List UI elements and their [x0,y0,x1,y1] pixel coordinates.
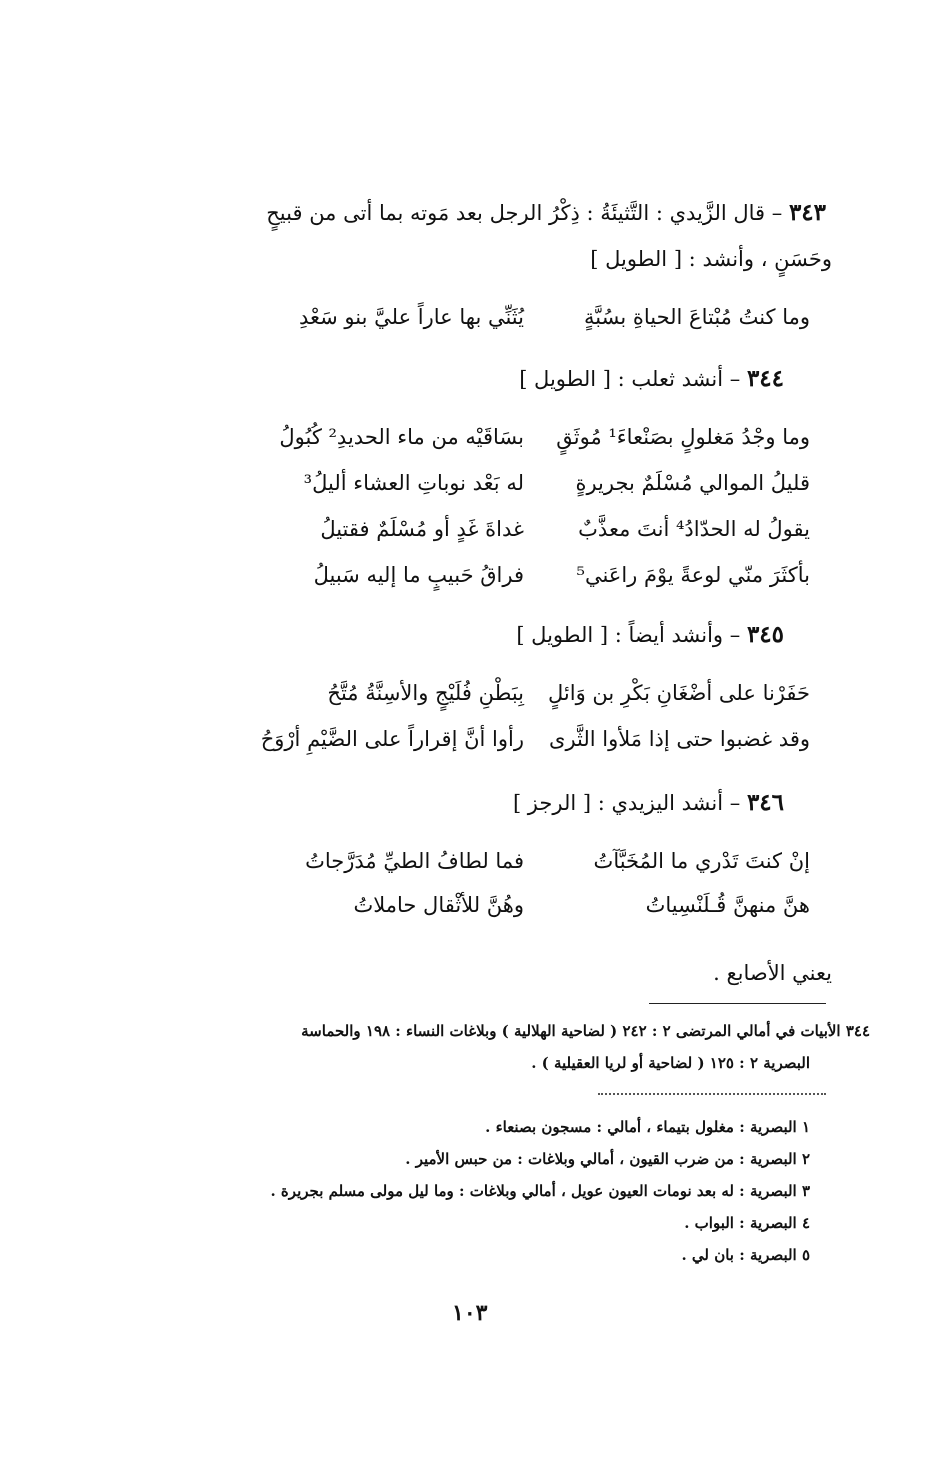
verse-345-2-first: وقد غضبوا حتى إذا مَلأوا الثَّرى [549,727,810,751]
verse-344-4-second: فراقُ حَبيبٍ ما إليه سَبيلُ [313,563,524,587]
verse-345-1-first: حَفَرْنا على أضْغَانِ بَكْرِ بن وَائلٍ [548,681,810,705]
entry-number: ٣٤٤ [746,365,784,392]
entry-346-intro [513,788,784,818]
verse-346-1-first: إنْ كنتَ تَدْري ما المُخَبَّآتُ [593,849,810,873]
verse-344-4-first: بأكثَرَ منّي لوعةً يوْمَ راعَني⁵ [576,563,810,587]
entry-344-intro [519,364,784,394]
verse-345-1-second: بِبَطْنِ فُلَيْجٍ والأسِنَّةُ مُتَّحُ [327,681,524,705]
entry-text: – أنشد اليزيدي : [ الرجز ] [512,791,741,815]
entry-343-line-1 [106,198,826,228]
entry-text: – أنشد ثعلب : [ الطويل ] [519,367,741,391]
source-note-line-2: البصرية ٢ : ١٢٥ ( لضاحية أو لريا العقيلية ) . [531,1054,810,1072]
footnote-3: ٣ البصرية : له بعد نومات العيون عويل ، أمالي وبلاغات : وما ليل مولى مسلم بجريرة . [270,1182,810,1200]
dotted-separator [598,1093,826,1095]
entry-number: ٣٤٥ [746,621,784,648]
entry-number: ٣٤٦ [746,789,784,816]
verse-346-1-second: فما لطافُ الطيِّ مُدَرَّجاتُ [305,849,524,873]
verse-344-2-first: قليلُ الموالي مُسْلَمٌ بجريرةٍ [575,471,810,495]
entry-343-line-2: وحَسَنٍ ، وأنشد : [ الطويل ] [590,247,832,271]
entry-number: ٣٤٣ [788,199,826,226]
verse-344-3-first: يقولُ له الحدّادُ⁴ أنتَ معذَّبٌ [578,517,810,541]
verse-345-2-second: رأوا أنَّ إقراراً على الضَّيْمِ أرْوَحُ [260,727,524,751]
verse-346-2-second: وهُنَّ للأثْقال حاملاتُ [353,893,524,917]
entry-345-intro [516,620,784,650]
footnote-rule [649,1003,826,1004]
entry-346-note: يعني الأصابع . [713,961,832,985]
entry-text: – قال الزَّيدي : التَّثيئَةُ : ذِكْرُ الرجل بعد مَوته بما أتى من قبيحٍ [266,201,783,225]
verse-343-1-second: يُثَنِّي بها عاراً عليَّ بنو سَعْدِ [299,305,524,329]
verse-344-1-first: وما وجْدُ مَغلولٍ بصَنْعاءَ¹ مُوثَقٍ [556,425,810,449]
verse-346-2-first: هنَّ منهنَّ قُـلَنْسِياتُ [645,893,810,917]
verse-343-1-first: وما كنتُ مُبْتاعَ الحياةِ بسُبَّةٍ [584,305,810,329]
source-note-line-1: ٣٤٤ الأبيات في أمالي المرتضى ٢ : ٢٤٢ ( لضاحية الهلالية ) وبلاغات النساء : ١٩٨ والحماسة [301,1022,870,1040]
footnote-1: ١ البصرية : مغلول بتيماء ، أمالي : مسجون بصنعاء . [485,1118,810,1136]
entry-text: – وأنشد أيضاً : [ الطويل ] [516,623,741,647]
footnote-5: ٥ البصرية : بان لي . [681,1246,810,1264]
verse-344-2-second: له بَعْد نوباتِ العشاء أليلُ³ [303,471,524,495]
verse-344-1-second: بسَاقَيْه من ماء الحديدِ² كُبُولُ [279,425,524,449]
footnote-4: ٤ البصرية : البواب . [684,1214,810,1232]
page-number: ١٠٣ [452,1300,488,1326]
verse-344-3-second: غداةَ غَدٍ أو مُسْلَمٌ فقتيلُ [320,517,524,541]
footnote-2: ٢ البصرية : من ضرب القيون ، أمالي وبلاغات : من حبس الأمير . [405,1150,810,1168]
